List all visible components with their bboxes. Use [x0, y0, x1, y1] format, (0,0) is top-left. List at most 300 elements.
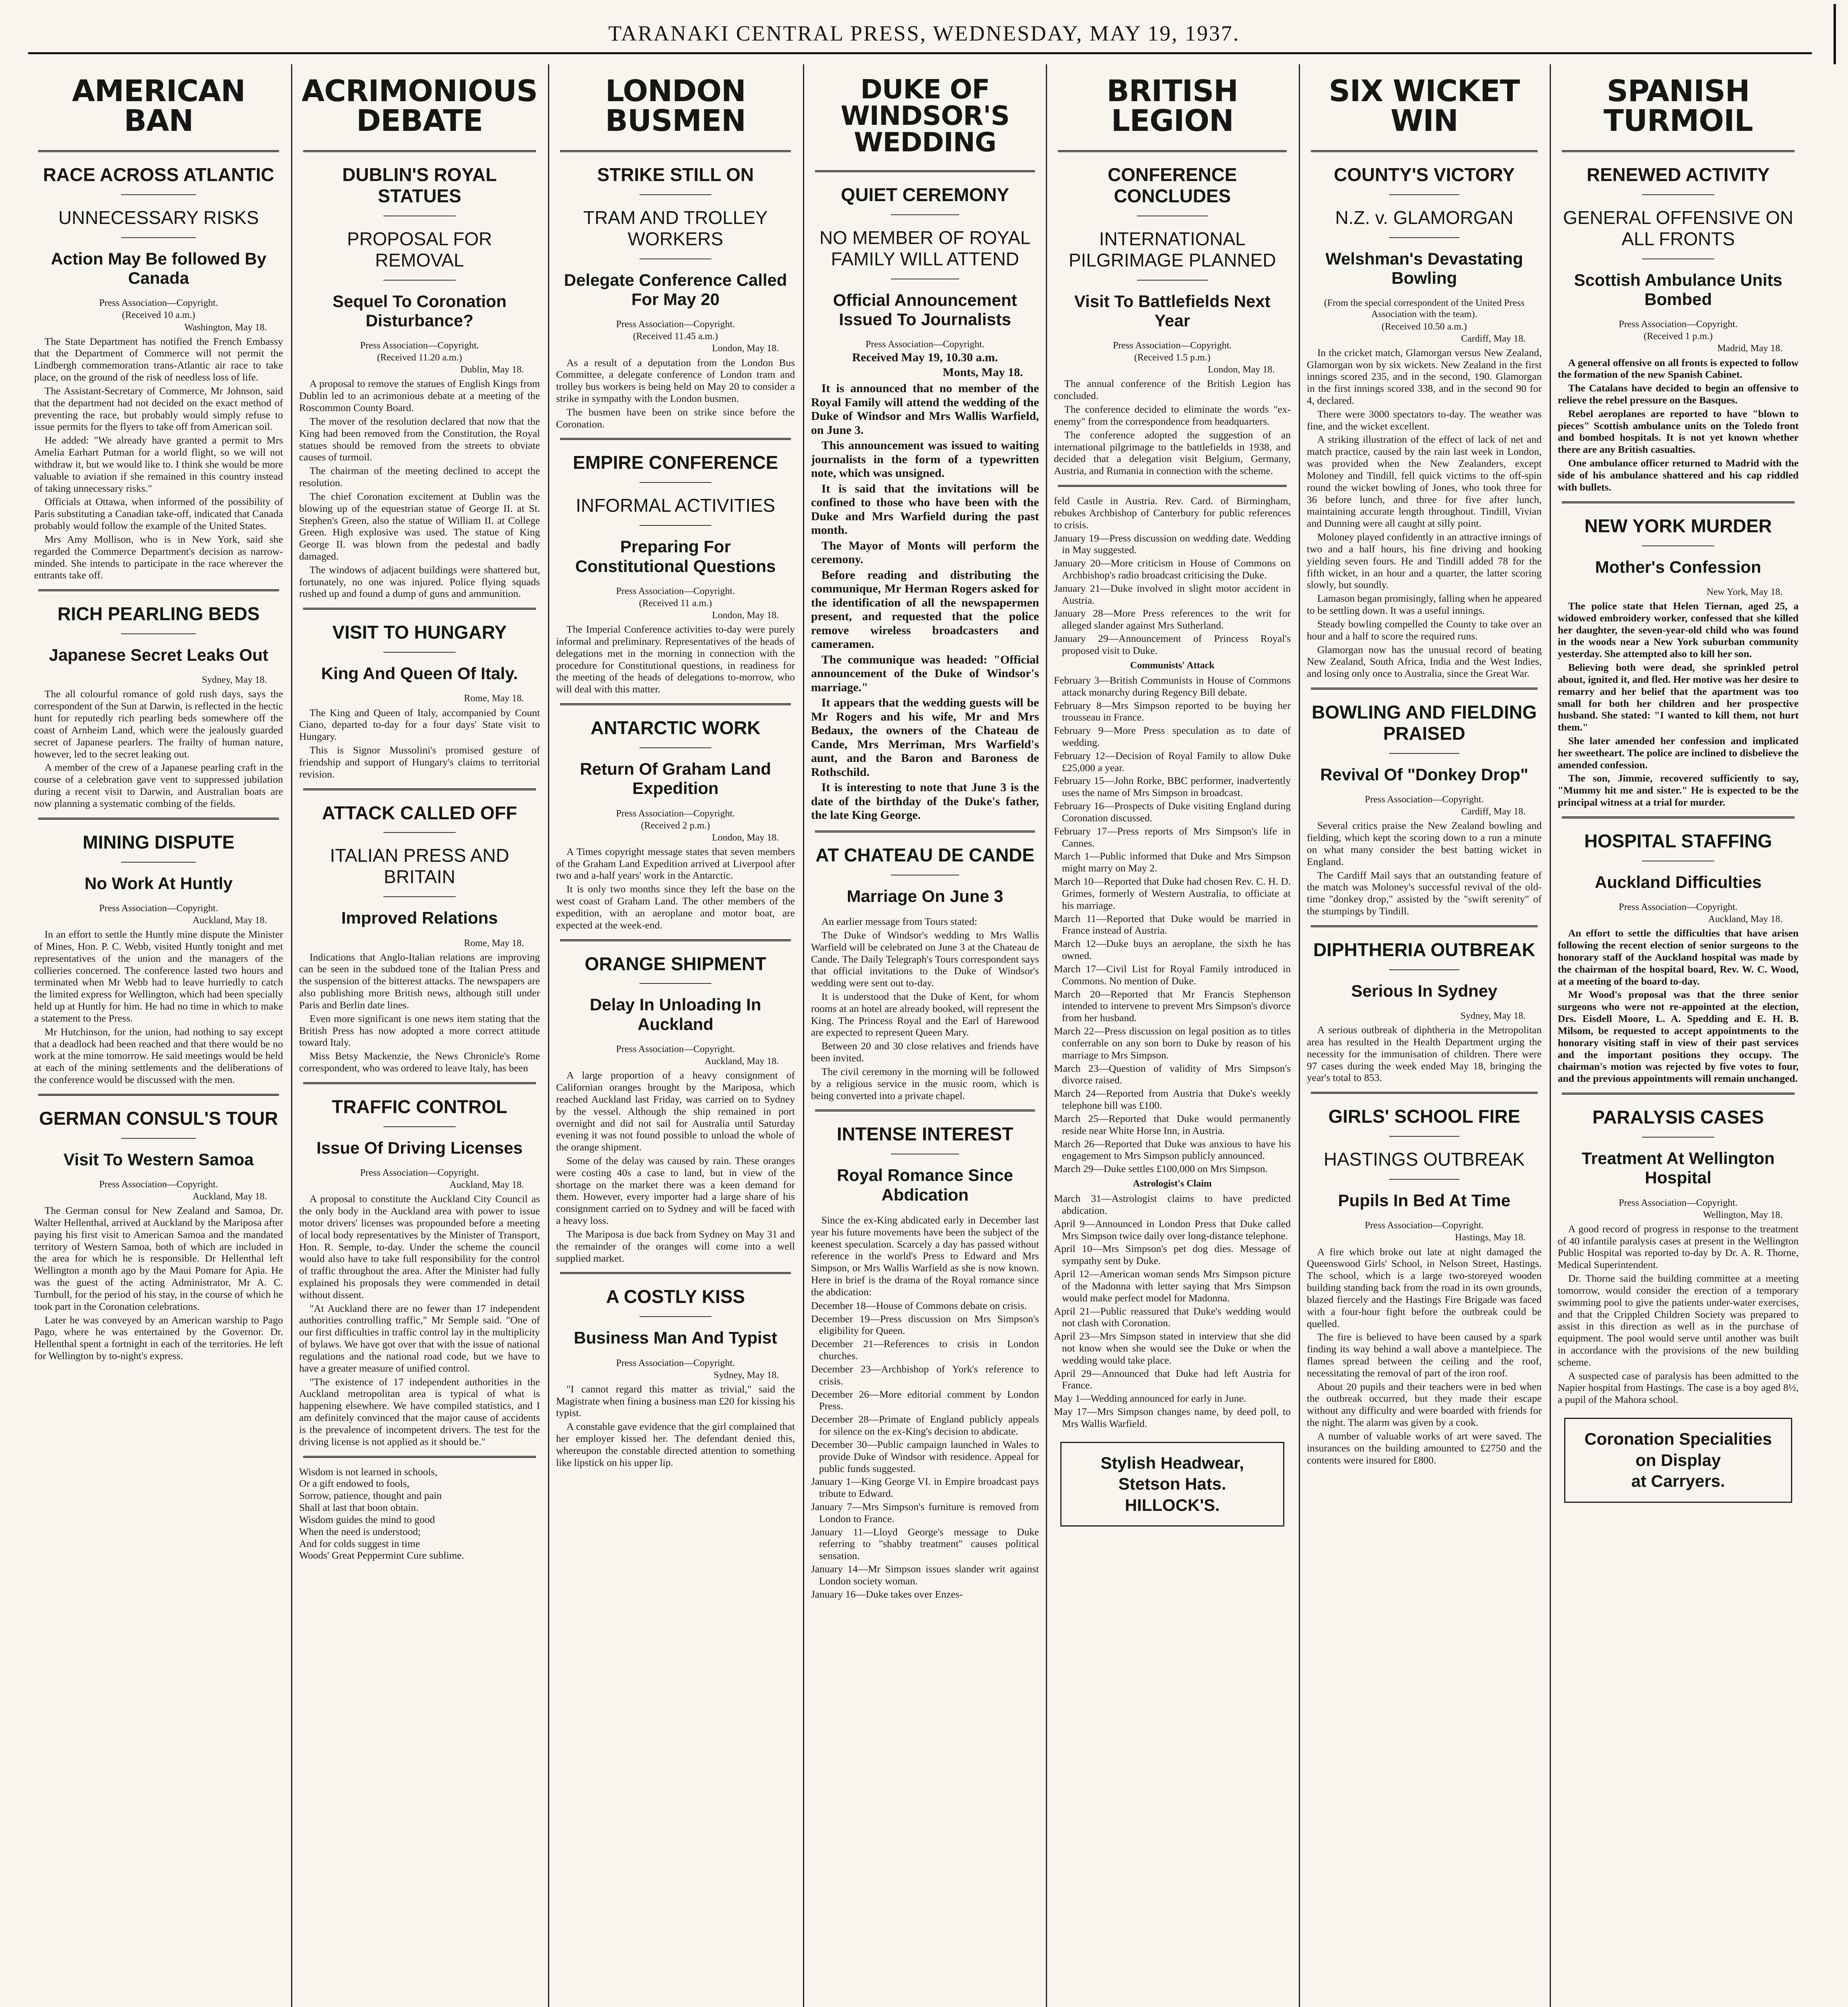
- subheadline: HASTINGS OUTBREAK: [1324, 1149, 1525, 1170]
- headline-rule: [815, 170, 1035, 172]
- paragraph: A large proportion of a heavy consignment of Californian oranges brought by the Mariposa, which reached Auckland last Friday, was carried on to Sydney by the vessel. Although the ship remained in port overnight and did not sail for Australia until Saturday evening it was not found possible to unload the whole of the orange shipment.: [556, 1069, 795, 1153]
- paragraph: A proposal to remove the statues of English Kings from Dublin led to an acrimonious debate at a meeting of the Roscommon County Board.: [299, 378, 540, 414]
- separator: [121, 633, 196, 634]
- credit: Press Association—Copyright.: [616, 808, 735, 819]
- headline: VISIT TO HUNGARY: [332, 622, 507, 643]
- dateline: Sydney, May 18.: [713, 1370, 779, 1380]
- timeline-entry: January 21—Duke involved in slight motor accident in Austria.: [1054, 582, 1291, 606]
- headline-rule: [1311, 150, 1538, 152]
- dateline: Cardiff, May 18.: [1461, 806, 1526, 817]
- timeline-entry: April 9—Announced in London Press that Duke called Mrs Simpson twice daily over long-distance telephone.: [1054, 1217, 1291, 1242]
- paragraph: The police state that Helen Tiernan, aged 25, a widowed embroidery worker, confessed that she killed her daughter, the seven-year-old child who was found in the woods near a New York suburban community yesterday. She attempted also to kill her son.: [1558, 600, 1799, 660]
- timeline-entry: February 3—British Communists in House of Commons attack monarchy during Regency Bill debate.: [1054, 674, 1291, 698]
- headline: NEW YORK MURDER: [1584, 515, 1772, 536]
- column-rule: [1046, 64, 1047, 2007]
- paragraph: The Imperial Conference activities to-day were purely informal and preliminary. Representatives of the heads of delegations met in the morning in connection with the procedure for Constitutional questions, in readiness for the meeting of the heads of delegations to-morrow, who will deal with this matter.: [556, 623, 795, 695]
- received-time: (Received 2 p.m.): [641, 820, 710, 831]
- separator: [891, 214, 959, 215]
- section-rule: [303, 608, 536, 610]
- timeline-entry: January 1—King George VI. in Empire broadcast pays tribute to Edward.: [811, 1476, 1039, 1500]
- lead-headline: ACRIMONIOUS DEBATE: [302, 74, 538, 138]
- paragraph: The Duke of Windsor's wedding to Mrs Wallis Warfield will be celebrated on June 3 at the Chateau de Cande. The Daily Telegraph's Tours correspondent says that official invitations to the Duke of Windsor's wedding were sent out to-day.: [811, 929, 1039, 989]
- timeline-entry: March 20—Reported that Mr Francis Stephenson intended to intervene to prevent Mrs Simpson's divorce from her husband.: [1054, 988, 1291, 1024]
- paragraph: She later amended her confession and implicated her sweetheart. The police are inclined to disbelieve the amended confession.: [1558, 735, 1799, 771]
- timeline-entry: March 10—Reported that Duke had chosen Rev. C. H. D. Grimes, formerly of Western Australia, to officiate at his marriage.: [1054, 875, 1291, 911]
- verse-line: Wisdom guides the mind to good: [299, 1513, 435, 1525]
- received-time: (Received 11.45 a.m.): [633, 331, 718, 342]
- headline: COUNTY'S VICTORY: [1334, 164, 1515, 185]
- deck-headline: Revival Of "Donkey Drop": [1320, 765, 1528, 784]
- deck-headline: Business Man And Typist: [574, 1328, 777, 1347]
- section-rule: [1311, 688, 1538, 690]
- paragraph: One ambulance officer returned to Madrid with the side of his ambulance shattered and his cap riddled with bullets.: [1558, 457, 1799, 493]
- paragraph: A number of valuable works of art were saved. The insurances on the building amounted to £2750 and the contents were insured for £800.: [1307, 1430, 1542, 1466]
- subheadline: NO MEMBER OF ROYAL FAMILY WILL ATTEND: [819, 227, 1031, 269]
- separator: [1389, 1179, 1460, 1180]
- timeline-entry: March 26—Reported that Duke was anxious to have his engagement to Mrs Simpson publicly announced.: [1054, 1138, 1291, 1162]
- column-six-wicket-win: [1307, 60, 1542, 2007]
- deck-headline: Marriage On June 3: [847, 886, 1003, 906]
- deck-headline: Action May Be followed By Canada: [51, 249, 267, 288]
- paragraph: A constable gave evidence that the girl complained that her employer kissed her. The defendant denied this, whereupon the constable directed attention to something like lipstick on his upper lip.: [556, 1421, 795, 1468]
- credit: (From the special correspondent of the United Press Association with the team).: [1324, 298, 1525, 320]
- section-rule: [560, 1272, 791, 1274]
- separator: [1389, 237, 1460, 238]
- lead-headline: BRITISH LEGION: [1106, 74, 1238, 138]
- dateline: Auckland, May 18.: [1708, 914, 1783, 925]
- paragraph: The chairman of the meeting declined to accept the resolution.: [299, 465, 540, 489]
- paragraph: This is Signor Mussolini's promised gesture of friendship and support of Hungary's claims to territorial revision.: [299, 744, 540, 780]
- paragraph: The Mayor of Monts will perform the ceremony.: [811, 539, 1039, 566]
- paragraph: The mover of the resolution declared that now that the King had been removed from the Constitution, the Royal statues should be removed from the streets to obviate causes of turmoil.: [299, 415, 540, 463]
- separator: [121, 1138, 196, 1139]
- paragraph: A striking illustration of the effect of lack of net and match practice, caused by the rain last week in London, was provided when the New Zealanders, except Moloney and Tindill, fell quick victims to the off-spin round the wicket bowling of Jones, who took three for 36 before lunch, and three for five after lunch, maintaining accurate length throughout. Tindill, Vivian and Dunning were all caught at silly point.: [1307, 434, 1542, 529]
- dateline: Hastings, May 18.: [1455, 1232, 1526, 1243]
- deck-headline: Official Announcement Issued To Journalists: [833, 290, 1017, 329]
- timeline-entry: February 17—Press reports of Mrs Simpson's life in Cannes.: [1054, 825, 1291, 849]
- credit: Press Association—Copyright.: [616, 1358, 735, 1368]
- lead-headline: DUKE OF WINDSOR'S WEDDING: [840, 74, 1010, 158]
- ad-line: HILLOCK'S.: [1125, 1495, 1220, 1514]
- separator: [1642, 194, 1714, 195]
- timeline-entry: January 28—More Press references to the writ for alleged slander against Mrs Sutherland.: [1054, 607, 1291, 631]
- carryers-advertisement: [1564, 1418, 1792, 1503]
- dateline: Madrid, May 18.: [1717, 343, 1783, 354]
- section-rule: [560, 438, 791, 440]
- deck-headline: Issue Of Driving Licenses: [316, 1138, 523, 1157]
- subheadline: ITALIAN PRESS AND BRITAIN: [330, 845, 509, 887]
- paragraph: Mr Hutchinson, for the union, had nothing to say except that a deadlock had been reached and that there would be no work at the mine tomorrow. He said meetings would be held at each of the mining settlements and the deliberations of the conference would be discussed with the men.: [34, 1026, 283, 1085]
- headline: BOWLING AND FIELDING PRAISED: [1312, 702, 1537, 744]
- headline-rule: [38, 150, 279, 152]
- paragraph: The Cardiff Mail says that an outstanding feature of the match was Moloney's successful revival of the old-time "donkey drop," assisted by the "swift serenity" of the stumpings by Tindill.: [1307, 869, 1542, 917]
- paragraph: It appears that the wedding guests will be Mr Rogers and his wife, Mr and Mrs Bedaux, the owners of the Chateau de Cande, Mrs Merriman, Mrs Warfield's aunt, and the Baron and Baroness de Rothschild.: [811, 696, 1039, 779]
- headline-rule: [1562, 150, 1795, 152]
- deck-headline: Delegate Conference Called For May 20: [564, 270, 787, 309]
- dateline: London, May 18.: [712, 610, 779, 621]
- paragraph: The conference decided to eliminate the words "ex-enemy" from the correspondence from headquarters.: [1054, 403, 1291, 427]
- headline: STRIKE STILL ON: [597, 164, 754, 185]
- deck-headline: Improved Relations: [341, 908, 498, 928]
- deck-headline: Japanese Secret Leaks Out: [49, 645, 269, 665]
- column-duke-of-windsor: [811, 60, 1039, 2007]
- lead-headline: LONDON BUSMEN: [605, 74, 746, 138]
- paragraph: There were 3000 spectators to-day. The weather was fine, and the wicket excellent.: [1307, 408, 1542, 432]
- section-rule: [1311, 1092, 1538, 1094]
- headline: AT CHATEAU DE CANDE: [815, 844, 1035, 865]
- credit: Press Association—Copyright.: [360, 1168, 479, 1179]
- timeline-entry: April 10—Mrs Simpson's pet dog dies. Message of sympathy sent by Duke.: [1054, 1243, 1291, 1267]
- separator: [121, 862, 196, 863]
- credit: Press Association—Copyright.: [616, 1044, 735, 1055]
- section-rule: [1562, 501, 1795, 503]
- paragraph: The Mariposa is due back from Sydney on May 31 and the remainder of the oranges will come into a well supplied market.: [556, 1228, 795, 1264]
- credit: Press Association—Copyright.: [99, 903, 218, 914]
- dateline: Monts, May 18.: [943, 365, 1023, 379]
- headline: ATTACK CALLED OFF: [322, 802, 518, 823]
- paragraph: A good record of progress in response to the treatment of 40 infantile paralysis cases at present in the Wellington Public Hospital was reported to-day by Dr. A. R. Thorne, Medical Superintendent.: [1558, 1223, 1799, 1271]
- deck-headline: Delay In Unloading In Auckland: [589, 995, 762, 1034]
- headline: RACE ACROSS ATLANTIC: [43, 164, 274, 185]
- section-rule: [1311, 925, 1538, 927]
- dateline: Dublin, May 18.: [460, 364, 524, 375]
- paragraph: The fire is believed to have been caused by a spark finding its way behind a wall above a mantelpiece. The flames spread between the ceiling and the roof, necessitating the removal of part of the iron roof.: [1307, 1331, 1542, 1379]
- separator: [640, 194, 711, 195]
- paragraph: Mr Wood's proposal was that the three senior surgeons who were not re-appointed at the election, Drs. Eisdell Moore, L. A. Spedding and E. H. B. Milsom, be requested to accept appointments to the honorary visiting staff in view of their past services and the important positions they occupy. The chairman's motion was rejected by five votes to four, and the previous appointments will remain unchanged.: [1558, 989, 1799, 1085]
- deck-headline: King And Queen Of Italy.: [321, 664, 518, 683]
- section-rule: [38, 589, 279, 591]
- paragraph: The Catalans have decided to begin an offensive to relieve the rebel pressure on the Basques.: [1558, 382, 1799, 406]
- headline: INTENSE INTEREST: [837, 1124, 1013, 1145]
- hillocks-advertisement: [1060, 1442, 1284, 1527]
- dateline: Cardiff, May 18.: [1461, 333, 1526, 344]
- timeline-entry: March 11—Reported that Duke would be married in France instead of Austria.: [1054, 912, 1291, 936]
- timeline-entry: February 15—John Rorke, BBC performer, inadvertently uses the name of Mrs Simpson in broadcast.: [1054, 775, 1291, 799]
- headline: ORANGE SHIPMENT: [585, 953, 766, 974]
- deck-headline: Visit To Battlefields Next Year: [1074, 291, 1271, 330]
- paragraph: Between 20 and 30 close relatives and friends have been invited.: [811, 1040, 1039, 1064]
- section-rule: [1562, 1093, 1795, 1095]
- deck-headline: Return Of Graham Land Expedition: [580, 759, 771, 798]
- paragraph: The King and Queen of Italy, accompanied by Count Ciano, departed to-day for a four days' State visit to Hungary.: [299, 706, 540, 743]
- timeline-entry: December 19—Press discussion on Mrs Simpson's eligibility for Queen.: [811, 1313, 1039, 1337]
- verse-line: When the need is understood;: [299, 1525, 421, 1537]
- timeline-entry: May 17—Mrs Simpson changes name, by deed poll, to Mrs Wallis Warfield.: [1054, 1406, 1291, 1429]
- headline-rule: [1058, 150, 1287, 152]
- credit: Press Association—Copyright.: [1618, 319, 1738, 330]
- timeline-entry: March 25—Reported that Duke would permanently reside near White Horse Inn, in Austria.: [1054, 1112, 1291, 1136]
- section-rule: [1562, 816, 1795, 818]
- separator: [1137, 280, 1208, 281]
- timeline-entry: March 31—Astrologist claims to have predicted abdication.: [1054, 1193, 1291, 1216]
- credit: Press Association—Copyright.: [1618, 1197, 1738, 1208]
- column-american-ban: [34, 60, 283, 2007]
- timeline-subhead: Astrologist's Claim: [1133, 1178, 1212, 1189]
- paragraph: A Times copyright message states that seven members of the Graham Land Expedition arrived at Liverpool after two and a-half years' work in the Antarctic.: [556, 845, 795, 881]
- paragraph: The communique was headed: "Official announcement of the Duke of Windsor's marriage.": [811, 653, 1039, 694]
- separator: [640, 525, 711, 526]
- credit: Press Association—Copyright.: [99, 1179, 218, 1190]
- section-rule: [560, 939, 791, 941]
- separator: [383, 1126, 456, 1127]
- paragraph: About 20 pupils and their teachers were in bed when the outbreak occurred, but they made their escape without any difficulty and were boarded with friends for the night. The alarm was given by a cook.: [1307, 1380, 1542, 1429]
- timeline-entry: May 1—Wedding announced for early in June.: [1054, 1392, 1246, 1404]
- column-rule: [803, 64, 804, 2007]
- received-time: (Received 1 p.m.): [1644, 331, 1713, 342]
- paragraph: The busmen have been on strike since before the Coronation.: [556, 406, 795, 430]
- paragraph: The windows of adjacent buildings were shattered but, fortunately, no one was injured. Police flying squads rushed up and found a dump of guns and ammunition.: [299, 564, 540, 600]
- headline-rule: [303, 150, 536, 152]
- headline: A COSTLY KISS: [606, 1286, 745, 1307]
- dateline: Rome, May 18.: [464, 693, 524, 704]
- dateline: London, May 18.: [712, 832, 779, 843]
- paragraph: The German consul for New Zealand and Samoa, Dr. Walter Hellenthal, arrived at Auckland by the Mariposa after paying his first visit to American Samoa and the mandated territory of Western Samoa, both of which are included in the area for which he is responsible. Dr Hellenthal left Wellington a month ago by the Maui Pomare for Apia. He was the guest of the acting Administrator, Mr A. C. Turnbull, for the period of his stay, in the course of which he took part in the Coronation celebrations.: [34, 1205, 283, 1312]
- paragraph: Moloney played confidently in an attractive innings of two and a half hours, his fine driving and hooking yielding seven fours. He and Tindill added 78 for the fifth wicket, in an hour and a quarter, the latter scoring slowly, but soundly.: [1307, 531, 1542, 591]
- deck-headline: Preparing For Constitutional Questions: [575, 537, 776, 576]
- separator: [121, 194, 196, 195]
- lead-headline: SIX WICKET WIN: [1328, 74, 1520, 138]
- headline: HOSPITAL STAFFING: [1584, 830, 1772, 851]
- timeline-entry: December 30—Public campaign launched in Wales to provide Duke of Windsor with residence. Appeal for public funds suggested.: [811, 1438, 1039, 1474]
- separator: [1389, 194, 1460, 195]
- deck-headline: Scottish Ambulance Units Bombed: [1574, 270, 1783, 309]
- separator: [121, 237, 196, 238]
- timeline-entry: February 9—More Press speculation as to date of wedding.: [1054, 725, 1291, 748]
- credit: Press Association—Copyright.: [616, 319, 735, 330]
- deck-headline: Visit To Western Samoa: [63, 1150, 254, 1169]
- paragraph: It is only two months since they left the base on the west coast of Graham Land. The other members of the expedition, with an aeroplane and motor boat, are expected at the week-end.: [556, 883, 795, 931]
- dateline: London, May 18.: [1208, 364, 1275, 375]
- ad-line: Coronation Specialities: [1584, 1429, 1772, 1449]
- section-rule: [303, 1082, 536, 1084]
- paragraph: This announcement was issued to waiting journalists in the form of a typewritten note, which was unsigned.: [811, 439, 1039, 480]
- section-rule: [815, 830, 1035, 833]
- separator: [1642, 1137, 1714, 1138]
- headline: ANTARCTIC WORK: [590, 717, 761, 739]
- headline: DUBLIN'S ROYAL STATUES: [342, 164, 497, 206]
- ad-line: Stetson Hats.: [1118, 1474, 1227, 1494]
- separator: [383, 652, 456, 653]
- paragraph: A member of the crew of a Japanese pearling craft in the course of a celebration gave vent to suppressed jubilation during a recent visit to Darwin, and Australian boats are now planning a systematic combing of the fields.: [34, 761, 283, 809]
- paragraph: As a result of a deputation from the London Bus Committee, a delegate conference of London tram and trolley bus workers is being held on May 20 to consider a strike in sympathy with the London busmen.: [556, 356, 795, 404]
- dateline: Rome, May 18.: [464, 938, 524, 949]
- paragraph: Several critics praise the New Zealand bowling and fielding, which kept the scoring down to a run a minute on what many consider the best batting wicket in England.: [1307, 820, 1542, 867]
- timeline-entry: December 23—Archbishop of York's reference to crisis.: [811, 1363, 1039, 1387]
- subheadline: INTERNATIONAL PILGRIMAGE PLANNED: [1068, 228, 1276, 271]
- paragraph: Even more significant is one news item stating that the British Press has now adopted a more correct attitude toward Italy.: [299, 1012, 540, 1048]
- timeline-entry: April 21—Public reassured that Duke's wedding would not clash with Coronation.: [1054, 1305, 1291, 1329]
- separator: [640, 482, 711, 483]
- deck-headline: Welshman's Devastating Bowling: [1325, 249, 1523, 288]
- section-rule: [1058, 485, 1287, 487]
- subheadline: INFORMAL ACTIVITIES: [576, 495, 775, 516]
- section-rule: [815, 1109, 1035, 1111]
- credit: Press Association—Copyright.: [99, 298, 218, 309]
- dateline: Auckland, May 18.: [704, 1056, 779, 1067]
- deck-headline: Mother's Confession: [1595, 557, 1761, 576]
- paragraph: It is understood that the Duke of Kent, for whom rooms at an hotel are already booked, will represent the King. The Princess Royal and the Earl of Harewood are expected to represent Queen Mary.: [811, 991, 1039, 1038]
- dateline: New York, May 18.: [1706, 586, 1783, 597]
- paragraph: A fire which broke out late at night damaged the Queenswood Girls' School, in Nelson Street, Hastings. The school, which is a large two-storeyed wooden building standing back from the road in its own grounds, blazed fiercely and the Hastings Fire Brigade was faced with a four-hour fight before the outbreak could be quelled.: [1307, 1246, 1542, 1329]
- section-rule: [38, 818, 279, 820]
- headline: CONFERENCE CONCLUDES: [1107, 164, 1237, 206]
- received-time: (Received 1.5 p.m.): [1134, 352, 1210, 363]
- subheadline: UNNECESSARY RISKS: [58, 207, 259, 228]
- paragraph: Lamason began promisingly, falling when he appeared to be settling down. It was a useful innings.: [1307, 592, 1542, 617]
- column-acrimonious-debate: [299, 60, 540, 2007]
- timeline-entry: March 12—Duke buys an aeroplane, the sixth he has owned.: [1054, 938, 1291, 962]
- section-rule: [560, 703, 791, 705]
- dateline: Sydney, May 18.: [202, 675, 267, 686]
- paragraph: Dr. Thorne said the building committee at a meeting tomorrow, would consider the erection of a temporary swimming pool to give the patients under-water exercises, and that the Crippled Children Society was prepared to assist in this direction as well as in the purchase of equipment. The pool would serve until another was built in accordance with the provisions of the new building scheme.: [1558, 1272, 1799, 1368]
- paragraph: An earlier message from Tours stated:: [821, 916, 977, 928]
- section-rule: [303, 1456, 536, 1458]
- ad-line: Stylish Headwear,: [1100, 1453, 1244, 1472]
- received-time: Received May 19, 10.30 a.m.: [852, 351, 998, 364]
- paragraph: Miss Betsy Mackenzie, the News Chronicle's Rome correspondent, who was ordered to leave Italy, has been: [299, 1050, 540, 1074]
- paragraph: The annual conference of the British Legion has concluded.: [1054, 378, 1291, 402]
- dateline: Wellington, May 18.: [1703, 1209, 1783, 1220]
- paragraph: A serious outbreak of diphtheria in the Metropolitan area has resulted in the Health Department urging the necessity for the immunisation of children. There were 97 cases during the week ended May 18, bringing the year's total to 853.: [1307, 1024, 1542, 1084]
- paragraph: Rebel aeroplanes are reported to have "blown to pieces" Scottish ambulance units on the Toledo front and bombed hospitals. It is not yet known whether there are any British casualties.: [1558, 407, 1799, 456]
- paragraph: Since the ex-King abdicated early in December last year his future movements have been the subject of the keenest speculation. Scarcely a day has passed without reference in the world's Press to Edward and Mrs Simpson, or Mrs Wallis Warfield as she is now known. Here in brief is the drama of the Royal romance since the abdication:: [811, 1214, 1039, 1298]
- separator: [640, 1316, 711, 1317]
- paragraph: The son, Jimmie, recovered sufficiently to say, "Mummy hit me and sister." He is expected to be the principal witness at a trial for murder.: [1558, 772, 1799, 808]
- credit: Press Association—Copyright.: [1112, 340, 1232, 351]
- headline-rule: [560, 150, 791, 152]
- headline: RICH PEARLING BEDS: [57, 603, 260, 625]
- section-rule: [38, 1094, 279, 1096]
- paragraph: Some of the delay was caused by rain. These oranges were costing 40s a case to land, but in view of the shortage on the market there was a keen demand for them. However, every importer had a large share of his consignment carried on to Sydney and will be faced with a heavy loss.: [556, 1155, 795, 1227]
- paragraph: In an effort to settle the Huntly mine dispute the Minister of Mines, Hon. P. C. Webb, visited Huntly tonight and met representatives of the union and the managers of the collieries concerned. The conference lasted two hours and terminated when Mr Webb had to leave hurriedly to catch the limited express for Wellington, which had been specially held up at Huntly for him. He had no time in which to make a statement to the Press.: [34, 928, 283, 1024]
- credit: Press Association—Copyright.: [1365, 1220, 1484, 1231]
- headline: GERMAN CONSUL'S TOUR: [39, 1107, 278, 1129]
- dateline: Washington, May 18.: [184, 322, 267, 333]
- received-time: (Received 10.50 a.m.): [1381, 321, 1467, 332]
- paragraph: Later he was conveyed by an American warship to Pago Pago, where he was entertained by the Governor. Dr. Hellenthal spent a fortnight in each of the territories. He left for Wellington by to-night's express.: [34, 1314, 283, 1362]
- headline: GIRLS' SCHOOL FIRE: [1328, 1106, 1520, 1127]
- credit: Press Association—Copyright.: [1618, 902, 1738, 913]
- dateline: Auckland, May 18.: [192, 915, 267, 926]
- timeline-entry: January 16—Duke takes over Enzes-: [811, 1588, 963, 1600]
- dateline: Sydney, May 18.: [1460, 1011, 1526, 1022]
- subheadline: TRAM AND TROLLEY WORKERS: [583, 207, 768, 249]
- timeline-entry: February 12—Decision of Royal Family to allow Duke £25,000 a year.: [1054, 749, 1291, 773]
- timeline-entry: January 19—Press discussion on wedding date. Wedding in May suggested.: [1054, 532, 1291, 556]
- timeline-entry: April 23—Mrs Simpson stated in interview that she did not know when she would see the Duke or when the wedding would take place.: [1054, 1330, 1291, 1366]
- separator: [383, 280, 456, 281]
- deck-headline: Serious In Sydney: [1351, 981, 1498, 1000]
- timeline-entry: December 18—House of Commons debate on crisis.: [811, 1299, 1027, 1311]
- lead-headline: AMERICAN BAN: [72, 74, 245, 138]
- paragraph: Glamorgan now has the unusual record of beating New Zealand, South Africa, India and the West Indies, and losing only once to Australia, since the Great War.: [1307, 643, 1542, 680]
- timeline-entry: March 23—Question of validity of Mrs Simpson's divorce raised.: [1054, 1062, 1291, 1086]
- deck-headline: Sequel To Coronation Disturbance?: [332, 291, 507, 330]
- paragraph: A proposal to constitute the Auckland City Council as the only body in the Auckland area with power to issue motor drivers' licenses was propounded before a meeting of local body representatives by the Minister of Transport, Hon. R. Semple, to-day. Under the scheme the council would also have to take full responsibility for the control of traffic throughout the area. After the Minister had fully explained his proposals they were commended in detail without dissent.: [299, 1193, 540, 1301]
- column-rule: [548, 64, 549, 2007]
- paragraph: A suspected case of paralysis has been admitted to the Napier hospital from Hastings. The case is a boy aged 8½, a pupil of the Mahora school.: [1558, 1370, 1799, 1406]
- paragraph: A general offensive on all fronts is expected to follow the formation of the new Spanish Cabinet.: [1558, 356, 1799, 381]
- paragraph: In the cricket match, Glamorgan versus New Zealand, Glamorgan won by six wickets. New Zealand in the first innings scored 235, and in the second, 190. Glamorgan in the first innings scored 338, and in the second 90 for 4, declared.: [1307, 346, 1542, 406]
- timeline-entry: January 7—Mrs Simpson's furniture is removed from London to France.: [811, 1500, 1039, 1525]
- paragraph: It is interesting to note that June 3 is the date of the birthday of the Duke's father, the late King George.: [811, 781, 1039, 822]
- column-rule: [1550, 64, 1551, 2007]
- timeline-entry: December 28—Primate of England publicly appeals for silence on the ex-King's decision to abdicate.: [811, 1413, 1039, 1437]
- lead-headline: SPANISH TURMOIL: [1604, 74, 1753, 138]
- paragraph: "I cannot regard this matter as trivial," said the Magistrate when fining a business man £20 for kissing his typist.: [556, 1383, 795, 1419]
- section-rule: [303, 788, 536, 790]
- paragraph: An effort to settle the difficulties that have arisen following the recent election of senior surgeons to the honorary staff of the Auckland hospital was made by the chairman of the hospital board, Rev. W. C. Wood, at a meeting of the board to-day.: [1558, 927, 1799, 987]
- credit: Press Association—Copyright.: [360, 340, 479, 351]
- timeline-entry: March 29—Duke settles £100,000 on Mrs Simpson.: [1054, 1163, 1268, 1175]
- subheadline: GENERAL OFFENSIVE ON ALL FRONTS: [1563, 207, 1793, 249]
- paragraph: Before reading and distributing the communique, Mr Herman Rogers asked for the identification of all the newspapermen present, and requested that the police remove wireless broadcasters and cameramen.: [811, 568, 1039, 651]
- ad-line: at Carryers.: [1631, 1472, 1725, 1491]
- credit: Press Association—Copyright.: [1365, 794, 1484, 805]
- timeline-entry: April 29—Announced that Duke had left Austria for France.: [1054, 1367, 1291, 1391]
- paragraph: "At Auckland there are no fewer than 17 independent authorities controlling traffic," Mr Semple said. "One of our first difficulties in traffic control lay in the multiplicity of bylaws. We have got over that with the issue of national regulations and the national road code, but we have to have a greater measure of unified control.: [299, 1302, 540, 1374]
- paragraph: "The existence of 17 independent authorities in the Auckland metropolitan area is typical of what is happening elsewhere. We have compiled statistics, and I am definitely convinced that the major cause of accidents is the prevalence of incompetent drivers. The test for the driving license is not applied as it should be.": [299, 1376, 540, 1447]
- separator: [1389, 1136, 1460, 1137]
- received-time: (Received 10 a.m.): [122, 310, 196, 321]
- deck-headline: Royal Romance Since Abdication: [837, 1166, 1013, 1204]
- verse-line: Or a gift endowed to fools,: [299, 1478, 410, 1490]
- dateline: London, May 18.: [712, 343, 779, 354]
- masthead-rule: [28, 52, 1812, 54]
- masthead: TARANAKI CENTRAL PRESS, WEDNESDAY, MAY 19, 1937.: [608, 21, 1240, 45]
- column-british-legion: [1054, 60, 1291, 2007]
- headline: TRAFFIC CONTROL: [332, 1096, 507, 1117]
- received-time: (Received 11 a.m.): [639, 598, 712, 609]
- deck-headline: No Work At Huntly: [84, 873, 233, 893]
- separator: [383, 832, 456, 833]
- deck-headline: Pupils In Bed At Time: [1338, 1191, 1511, 1210]
- verse-line: Woods' Great Peppermint Cure sublime.: [299, 1549, 465, 1561]
- verse-line: Shall at last that boon obtain.: [299, 1502, 419, 1514]
- timeline-subhead: Communists' Attack: [1130, 660, 1214, 671]
- column-spanish-turmoil: [1558, 60, 1799, 2007]
- timeline-entry: January 20—More criticism in House of Commons on Archbishop's radio broadcast criticising the Duke.: [1054, 557, 1291, 581]
- headline: PARALYSIS CASES: [1592, 1107, 1764, 1128]
- timeline-entry: March 17—Civil List for Royal Family introduced in Commons. No mention of Duke.: [1054, 963, 1291, 987]
- verse-line: Wisdom is not learned in schools,: [299, 1466, 438, 1478]
- deck-headline: Treatment At Wellington Hospital: [1581, 1148, 1775, 1187]
- subheadline: PROPOSAL FOR REMOVAL: [347, 228, 492, 271]
- timeline-entry: December 21—References to crisis in London churches.: [811, 1338, 1039, 1362]
- timeline-entry: March 1—Public informed that Duke and Mrs Simpson might marry on May 2.: [1054, 850, 1291, 874]
- separator: [1389, 753, 1460, 754]
- headline: MINING DISPUTE: [82, 831, 235, 853]
- timeline-entry: March 24—Reported from Austria that Duke's weekly telephone bill was £100.: [1054, 1087, 1291, 1111]
- headline: QUIET CEREMONY: [841, 184, 1009, 205]
- credit: Press Association—Copyright.: [865, 339, 984, 350]
- timeline-entry: January 14—Mr Simpson issues slander writ against London society woman.: [811, 1563, 1039, 1587]
- credit: Press Association—Copyright.: [616, 586, 735, 596]
- paragraph: It is said that the invitations will be confined to those who have been with the Duke and Mrs Warfield during the past month.: [811, 482, 1039, 537]
- paragraph: The State Department has notified the French Embassy that the Department of Commerce will not permit the Lindbergh commemoration trans-Atlantic air race to take place, on the ground of the risk of needless loss of life.: [34, 335, 283, 383]
- ad-line: on Display: [1635, 1450, 1721, 1470]
- timeline-continuation: feld Castle in Austria. Rev. Card. of Birmingham, rebukes Archbishop of Canterbury for public references to crisis.: [1054, 495, 1291, 531]
- paragraph: The conference adopted the suggestion of an international pilgrimage to the battlefields in 1938, and decided that a delegation visit Belgium, Germany, Austria, and Rumania in connection with the scheme.: [1054, 429, 1291, 477]
- paragraph: He added: "We already have granted a permit to Mrs Amelia Earhart Putman for a world flight, so we will not withdraw it, but we would like to. I think she would be more valuable to aviation if she remained in this country instead of taking unnecessary risks.": [34, 434, 283, 494]
- timeline-entry: February 16—Prospects of Duke visiting England during Coronation discussed.: [1054, 800, 1291, 824]
- paragraph: The chief Coronation excitement at Dublin was the blowing up of the equestrian statue of George II. at St. Stephen's Green, also the statue of William II. at College Green. High explosive was used. The statue of King George II. was blown from the pedestal and badly damaged.: [299, 490, 540, 562]
- paragraph: Indications that Anglo-Italian relations are improving can be seen in the subdued tone of the Italian Press and the suspension of the bitterest attacks. The newspapers are also publishing more British news, although still under Paris and Berlin date lines.: [299, 951, 540, 1011]
- timeline-entry: April 12—American woman sends Mrs Simpson picture of the Madonna with letter saying that Mrs Simpson would make perfect model for Madonna.: [1054, 1268, 1291, 1304]
- timeline-entry: January 29—Announcement of Princess Royal's proposed visit to Duke.: [1054, 633, 1291, 656]
- headline: DIPHTHERIA OUTBREAK: [1313, 939, 1535, 960]
- column-london-busmen: [556, 60, 795, 2007]
